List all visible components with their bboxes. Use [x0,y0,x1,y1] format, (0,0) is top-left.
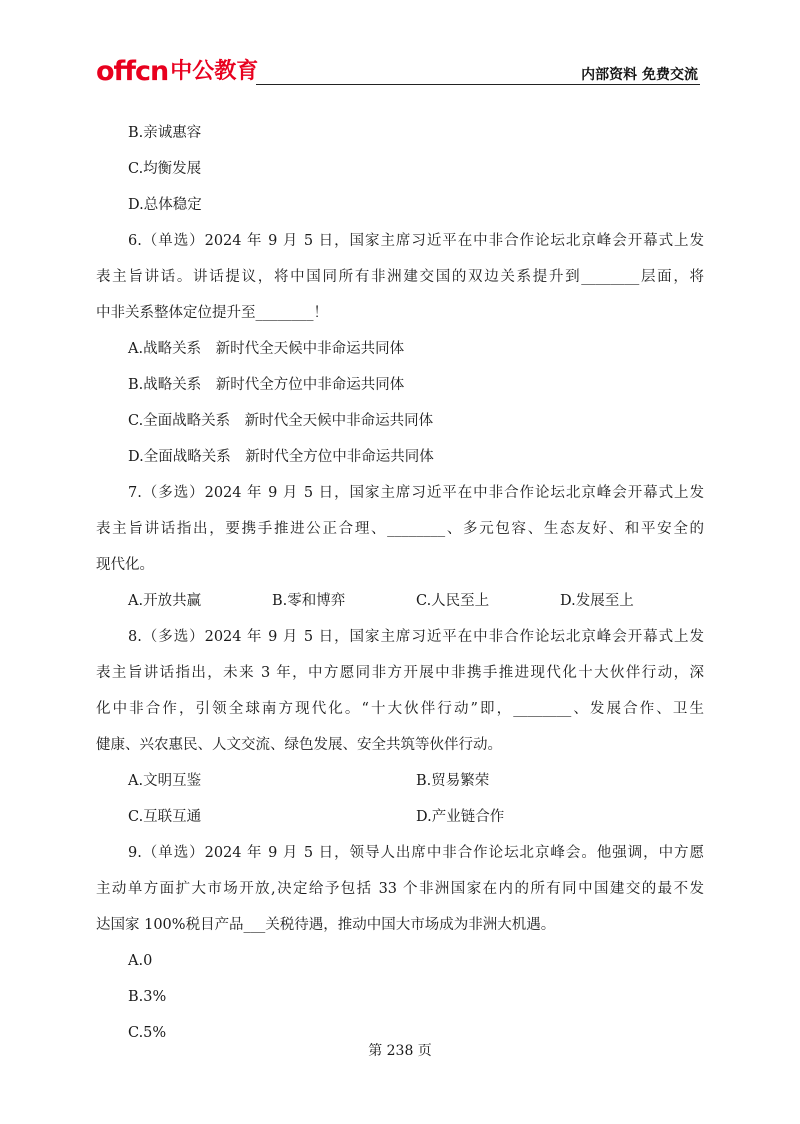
page-number: 第 238 页 [368,1043,432,1059]
page-header [96,58,700,88]
header-rule [256,84,700,85]
question-7-options [96,583,704,619]
question-9-line: 9.（单选）2024 年 9 月 5 日，领导人出席中非合作论坛北京峰会。他强调，中方愿 [128,845,704,861]
question-6-option-b: B.战略关系 新时代全方位中非命运共同体 [128,377,405,393]
question-8-option-b: B.贸易繁荣 [416,773,490,789]
question-7-option-a: A.开放共赢 [128,593,202,609]
offcn-logo [96,58,258,86]
question-8-line: 8.（多选）2024 年 9 月 5 日，国家主席习近平在中非合作论坛北京峰会开幕式上发 [128,629,704,645]
logo-chinese: 中公教育 [170,59,259,84]
question-6-line: 6.（单选）2024 年 9 月 5 日，国家主席习近平在中非合作论坛北京峰会开幕式上发 [128,233,704,249]
question-7-option-c: C.人民至上 [416,593,490,609]
question-8-line: 表主旨讲话指出，未来 3 年，中方愿同非方开展中非携手推进现代化十大伙伴行动，深 [96,665,704,681]
question-8-options-row [96,799,704,835]
question-9-option-c: C.5% [128,1025,167,1041]
question-6-option-d: D.全面战略关系 新时代全方位中非命运共同体 [128,449,434,465]
question-8-option-a: A.文明互鉴 [128,773,202,789]
question-6-line: 中非关系整体定位提升至________！ [96,305,328,321]
question-7-line: 7.（多选）2024 年 9 月 5 日，国家主席习近平在中非合作论坛北京峰会开幕式上发 [128,485,704,501]
question-6-option-c: C.全面战略关系 新时代全天候中非命运共同体 [128,413,434,429]
question-9-option-a: A.0 [128,953,153,969]
question-9-option-b: B.3% [128,989,167,1005]
document-body [96,115,704,1051]
question-9-line: 达国家 100%税目产品___关税待遇，推动中国大市场成为非洲大机遇。 [96,917,556,933]
question-6-line: 表主旨讲话。讲话提议，将中国同所有非洲建交国的双边关系提升到________层面，将 [96,269,704,285]
question-7-option-d: D.发展至上 [560,593,634,609]
header-notice: 内部资料 免费交流 [581,67,698,83]
logo-english: offcn [96,56,169,87]
question-8-option-c: C.互联互通 [128,809,202,825]
question-8-options-row [96,763,704,799]
question-7-line: 现代化。 [96,557,154,573]
question-8-line: 化中非合作，引领全球南方现代化。“十大伙伴行动”即，________、发展合作、卫生 [96,701,704,717]
option-line: B.亲诚惠容 [128,125,202,141]
question-7-option-b: B.零和博弈 [272,593,346,609]
option-line: C.均衡发展 [128,161,202,177]
question-6-option-a: A.战略关系 新时代全天候中非命运共同体 [128,341,405,357]
option-line: D.总体稳定 [128,197,202,213]
question-7-line: 表主旨讲话指出，要携手推进公正合理、________、多元包容、生态友好、和平安全的 [96,521,704,537]
question-8-option-d: D.产业链合作 [416,809,505,825]
question-9-line: 主动单方面扩大市场开放,决定给予包括 33 个非洲国家在内的所有同中国建交的最不发 [96,881,704,897]
question-8-line: 健康、兴农惠民、人文交流、绿色发展、安全共筑等伙伴行动。 [96,737,502,753]
